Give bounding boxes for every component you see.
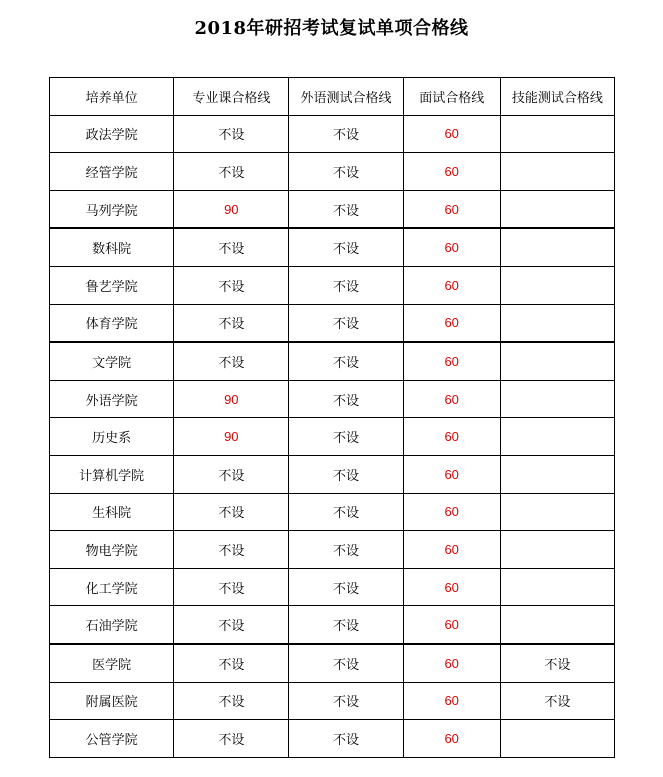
header-major: 专业课合格线 (174, 78, 289, 116)
cell-unit: 公管学院 (50, 720, 174, 758)
cell-foreign: 不设 (289, 606, 403, 644)
cell-major: 不设 (174, 342, 289, 380)
cell-interview: 60 (403, 720, 500, 758)
table-row (50, 531, 615, 569)
cell-skill (500, 115, 614, 153)
cell-skill (500, 531, 614, 569)
cell-major: 不设 (174, 682, 289, 720)
cell-interview: 60 (403, 115, 500, 153)
table-row (50, 682, 615, 720)
cell-unit: 政法学院 (50, 115, 174, 153)
table-row (50, 720, 615, 758)
cell-foreign: 不设 (289, 266, 403, 304)
cell-skill (500, 380, 614, 418)
table-row (50, 380, 615, 418)
cell-major: 不设 (174, 531, 289, 569)
cell-unit: 石油学院 (50, 606, 174, 644)
cell-skill (500, 190, 614, 228)
cell-interview: 60 (403, 493, 500, 531)
cell-skill (500, 568, 614, 606)
table-row (50, 190, 615, 228)
cell-major: 不设 (174, 606, 289, 644)
cell-unit: 物电学院 (50, 531, 174, 569)
header-skill: 技能测试合格线 (500, 78, 614, 116)
cell-interview: 60 (403, 531, 500, 569)
cell-foreign: 不设 (289, 190, 403, 228)
header-unit: 培养单位 (50, 78, 174, 116)
cell-unit: 化工学院 (50, 568, 174, 606)
table-row (50, 455, 615, 493)
cell-unit: 经管学院 (50, 153, 174, 191)
table-row (50, 266, 615, 304)
cell-foreign: 不设 (289, 531, 403, 569)
table-header-row (50, 78, 615, 116)
cell-major: 90 (174, 190, 289, 228)
page-title: 2018年研招考试复试单项合格线 (194, 18, 469, 39)
cell-interview: 60 (403, 418, 500, 456)
table-row (50, 342, 615, 380)
cell-foreign: 不设 (289, 418, 403, 456)
table-row (50, 304, 615, 342)
cell-major: 不设 (174, 153, 289, 191)
cell-foreign: 不设 (289, 228, 403, 266)
cell-unit: 体育学院 (50, 304, 174, 342)
cell-major: 不设 (174, 304, 289, 342)
table-row (50, 606, 615, 644)
cell-skill: 不设 (500, 682, 614, 720)
cell-unit: 附属医院 (50, 682, 174, 720)
table-row (50, 493, 615, 531)
cell-interview: 60 (403, 682, 500, 720)
cell-interview: 60 (403, 644, 500, 682)
cell-skill (500, 228, 614, 266)
cell-unit: 数科院 (50, 228, 174, 266)
cell-interview: 60 (403, 380, 500, 418)
cell-major: 不设 (174, 455, 289, 493)
cell-foreign: 不设 (289, 568, 403, 606)
cell-major: 不设 (174, 720, 289, 758)
cell-major: 不设 (174, 568, 289, 606)
cell-unit: 历史系 (50, 418, 174, 456)
cell-interview: 60 (403, 266, 500, 304)
header-interview: 面试合格线 (403, 78, 500, 116)
cell-skill (500, 720, 614, 758)
cell-skill (500, 455, 614, 493)
cell-major: 不设 (174, 115, 289, 153)
cell-major: 不设 (174, 266, 289, 304)
cell-interview: 60 (403, 153, 500, 191)
table-row (50, 228, 615, 266)
cell-interview: 60 (403, 190, 500, 228)
cell-interview: 60 (403, 342, 500, 380)
cell-skill (500, 418, 614, 456)
cell-foreign: 不设 (289, 455, 403, 493)
cutoff-table (49, 77, 615, 758)
cell-major: 不设 (174, 493, 289, 531)
table-row (50, 153, 615, 191)
table-row (50, 568, 615, 606)
cell-unit: 医学院 (50, 644, 174, 682)
cell-foreign: 不设 (289, 153, 403, 191)
table-row (50, 644, 615, 682)
cell-interview: 60 (403, 568, 500, 606)
cell-foreign: 不设 (289, 720, 403, 758)
cell-skill (500, 606, 614, 644)
table-row (50, 418, 615, 456)
cell-skill (500, 153, 614, 191)
cell-interview: 60 (403, 606, 500, 644)
cell-unit: 计算机学院 (50, 455, 174, 493)
cell-unit: 马列学院 (50, 190, 174, 228)
cell-foreign: 不设 (289, 644, 403, 682)
cell-foreign: 不设 (289, 682, 403, 720)
cell-foreign: 不设 (289, 493, 403, 531)
cell-interview: 60 (403, 228, 500, 266)
cell-major: 不设 (174, 644, 289, 682)
cell-skill (500, 493, 614, 531)
cell-skill (500, 266, 614, 304)
cell-skill (500, 304, 614, 342)
cell-foreign: 不设 (289, 342, 403, 380)
cell-major: 90 (174, 380, 289, 418)
cell-major: 90 (174, 418, 289, 456)
cell-unit: 外语学院 (50, 380, 174, 418)
cell-unit: 鲁艺学院 (50, 266, 174, 304)
table-row (50, 115, 615, 153)
cell-foreign: 不设 (289, 304, 403, 342)
cell-interview: 60 (403, 304, 500, 342)
cell-foreign: 不设 (289, 115, 403, 153)
table-body (50, 115, 615, 757)
cell-unit: 生科院 (50, 493, 174, 531)
cell-skill: 不设 (500, 644, 614, 682)
cell-unit: 文学院 (50, 342, 174, 380)
cell-interview: 60 (403, 455, 500, 493)
header-foreign: 外语测试合格线 (289, 78, 403, 116)
cell-skill (500, 342, 614, 380)
cell-foreign: 不设 (289, 380, 403, 418)
cell-major: 不设 (174, 228, 289, 266)
